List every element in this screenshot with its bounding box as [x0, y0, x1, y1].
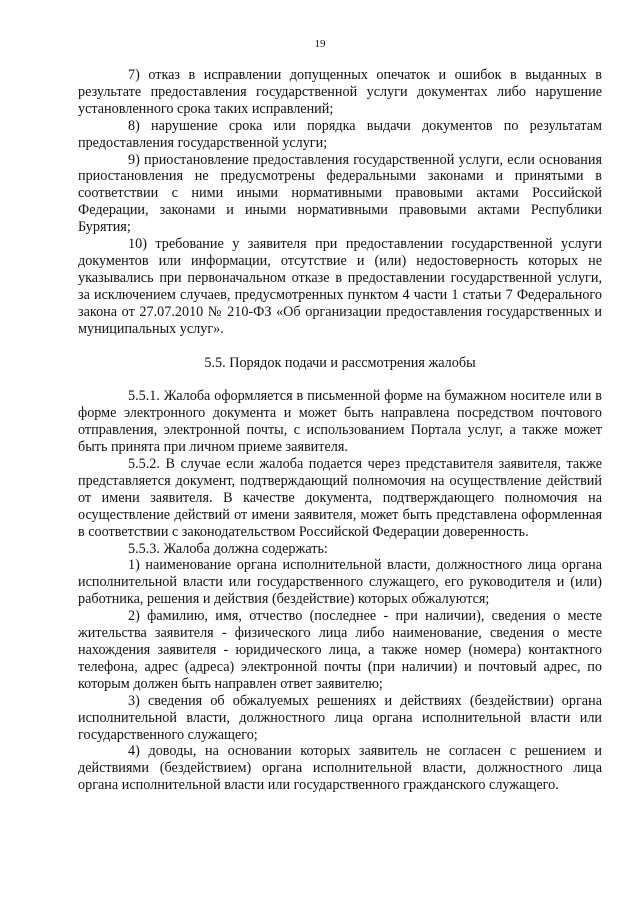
complaint-content-item-2: 2) фамилию, имя, отчество (последнее - при наличии), сведения о месте жительства заявителя - физического лица либо наименование, сведения о месте нахождения заявителя - юридического лица, а также номер (номера) контактного телефона, адрес (адреса) электронной почты (при наличии) и почтовый адрес, по которым должен быть направлен ответ заявителю;: [78, 608, 602, 692]
section-heading: 5.5. Порядок подачи и рассмотрения жалобы: [204, 354, 476, 371]
paragraph-5-5-2: 5.5.2. В случае если жалоба подается через представителя заявителя, также представляется документ, подтверждающий полномочия на осуществление действий от имени заявителя. В качестве документа, подтверждающего полномочия на осуществление действий от имени заявителя, может быть представлена оформленная в соответствии с законодательством Российской Федерации доверенность.: [78, 456, 602, 540]
complaint-content-item-4: 4) доводы, на основании которых заявитель не согласен с решением и действиями (бездействием) органа исполнительной власти, должностного лица органа исполнительной власти или государственного гражданского служащего.: [78, 743, 602, 794]
document-body: [78, 67, 602, 794]
complaint-content-item-1: 1) наименование органа исполнительной власти, должностного лица органа исполнительной власти или государственного служащего, его руководителя и (или) работника, решения и действия (бездействие) которых обжалуются;: [78, 557, 602, 608]
paragraph-5-5-3: 5.5.3. Жалоба должна содержать:: [128, 540, 328, 557]
complaint-content-item-3: 3) сведения об обжалуемых решениях и действиях (бездействии) органа исполнительной власти, должностного лица органа исполнительной власти или государственного служащего;: [78, 692, 602, 743]
paragraph-item-10: 10) требование у заявителя при предоставлении государственной услуги документов или информации, отсутствие и (или) недостоверность которых не указывались при первоначальном отказе в предоставлении государственной услуги, за исключением случаев, предусмотренных пунктом 4 части 1 статьи 7 Федерального закона от 27.07.2010 № 210-ФЗ «Об организации предоставления государственных и муниципальных услуг».: [78, 236, 602, 337]
paragraph-item-9: 9) приостановление предоставления государственной услуги, если основания приостановления не предусмотрены федеральными законами и принятыми в соответствии с ними иными нормативными правовыми актами Российской Федерации, законами и иными нормативными правовыми актами Республики Бурятия;: [78, 151, 602, 236]
paragraph-item-7: 7) отказ в исправлении допущенных опечаток и ошибок в выданных в результате предоставления государственной услуги документах либо нарушение установленного срока таких исправлений;: [78, 67, 602, 117]
paragraph-5-5-1: 5.5.1. Жалоба оформляется в письменной форме на бумажном носителе или в форме электронного документа и может быть направлена посредством почтового отправления, электронной почты, с использованием Портала услуг, а также может быть принята при личном приеме заявителя.: [78, 388, 602, 456]
page-number: 19: [314, 38, 326, 50]
paragraph-item-8: 8) нарушение срока или порядка выдачи документов по результатам предоставления государственной услуги;: [78, 117, 602, 151]
